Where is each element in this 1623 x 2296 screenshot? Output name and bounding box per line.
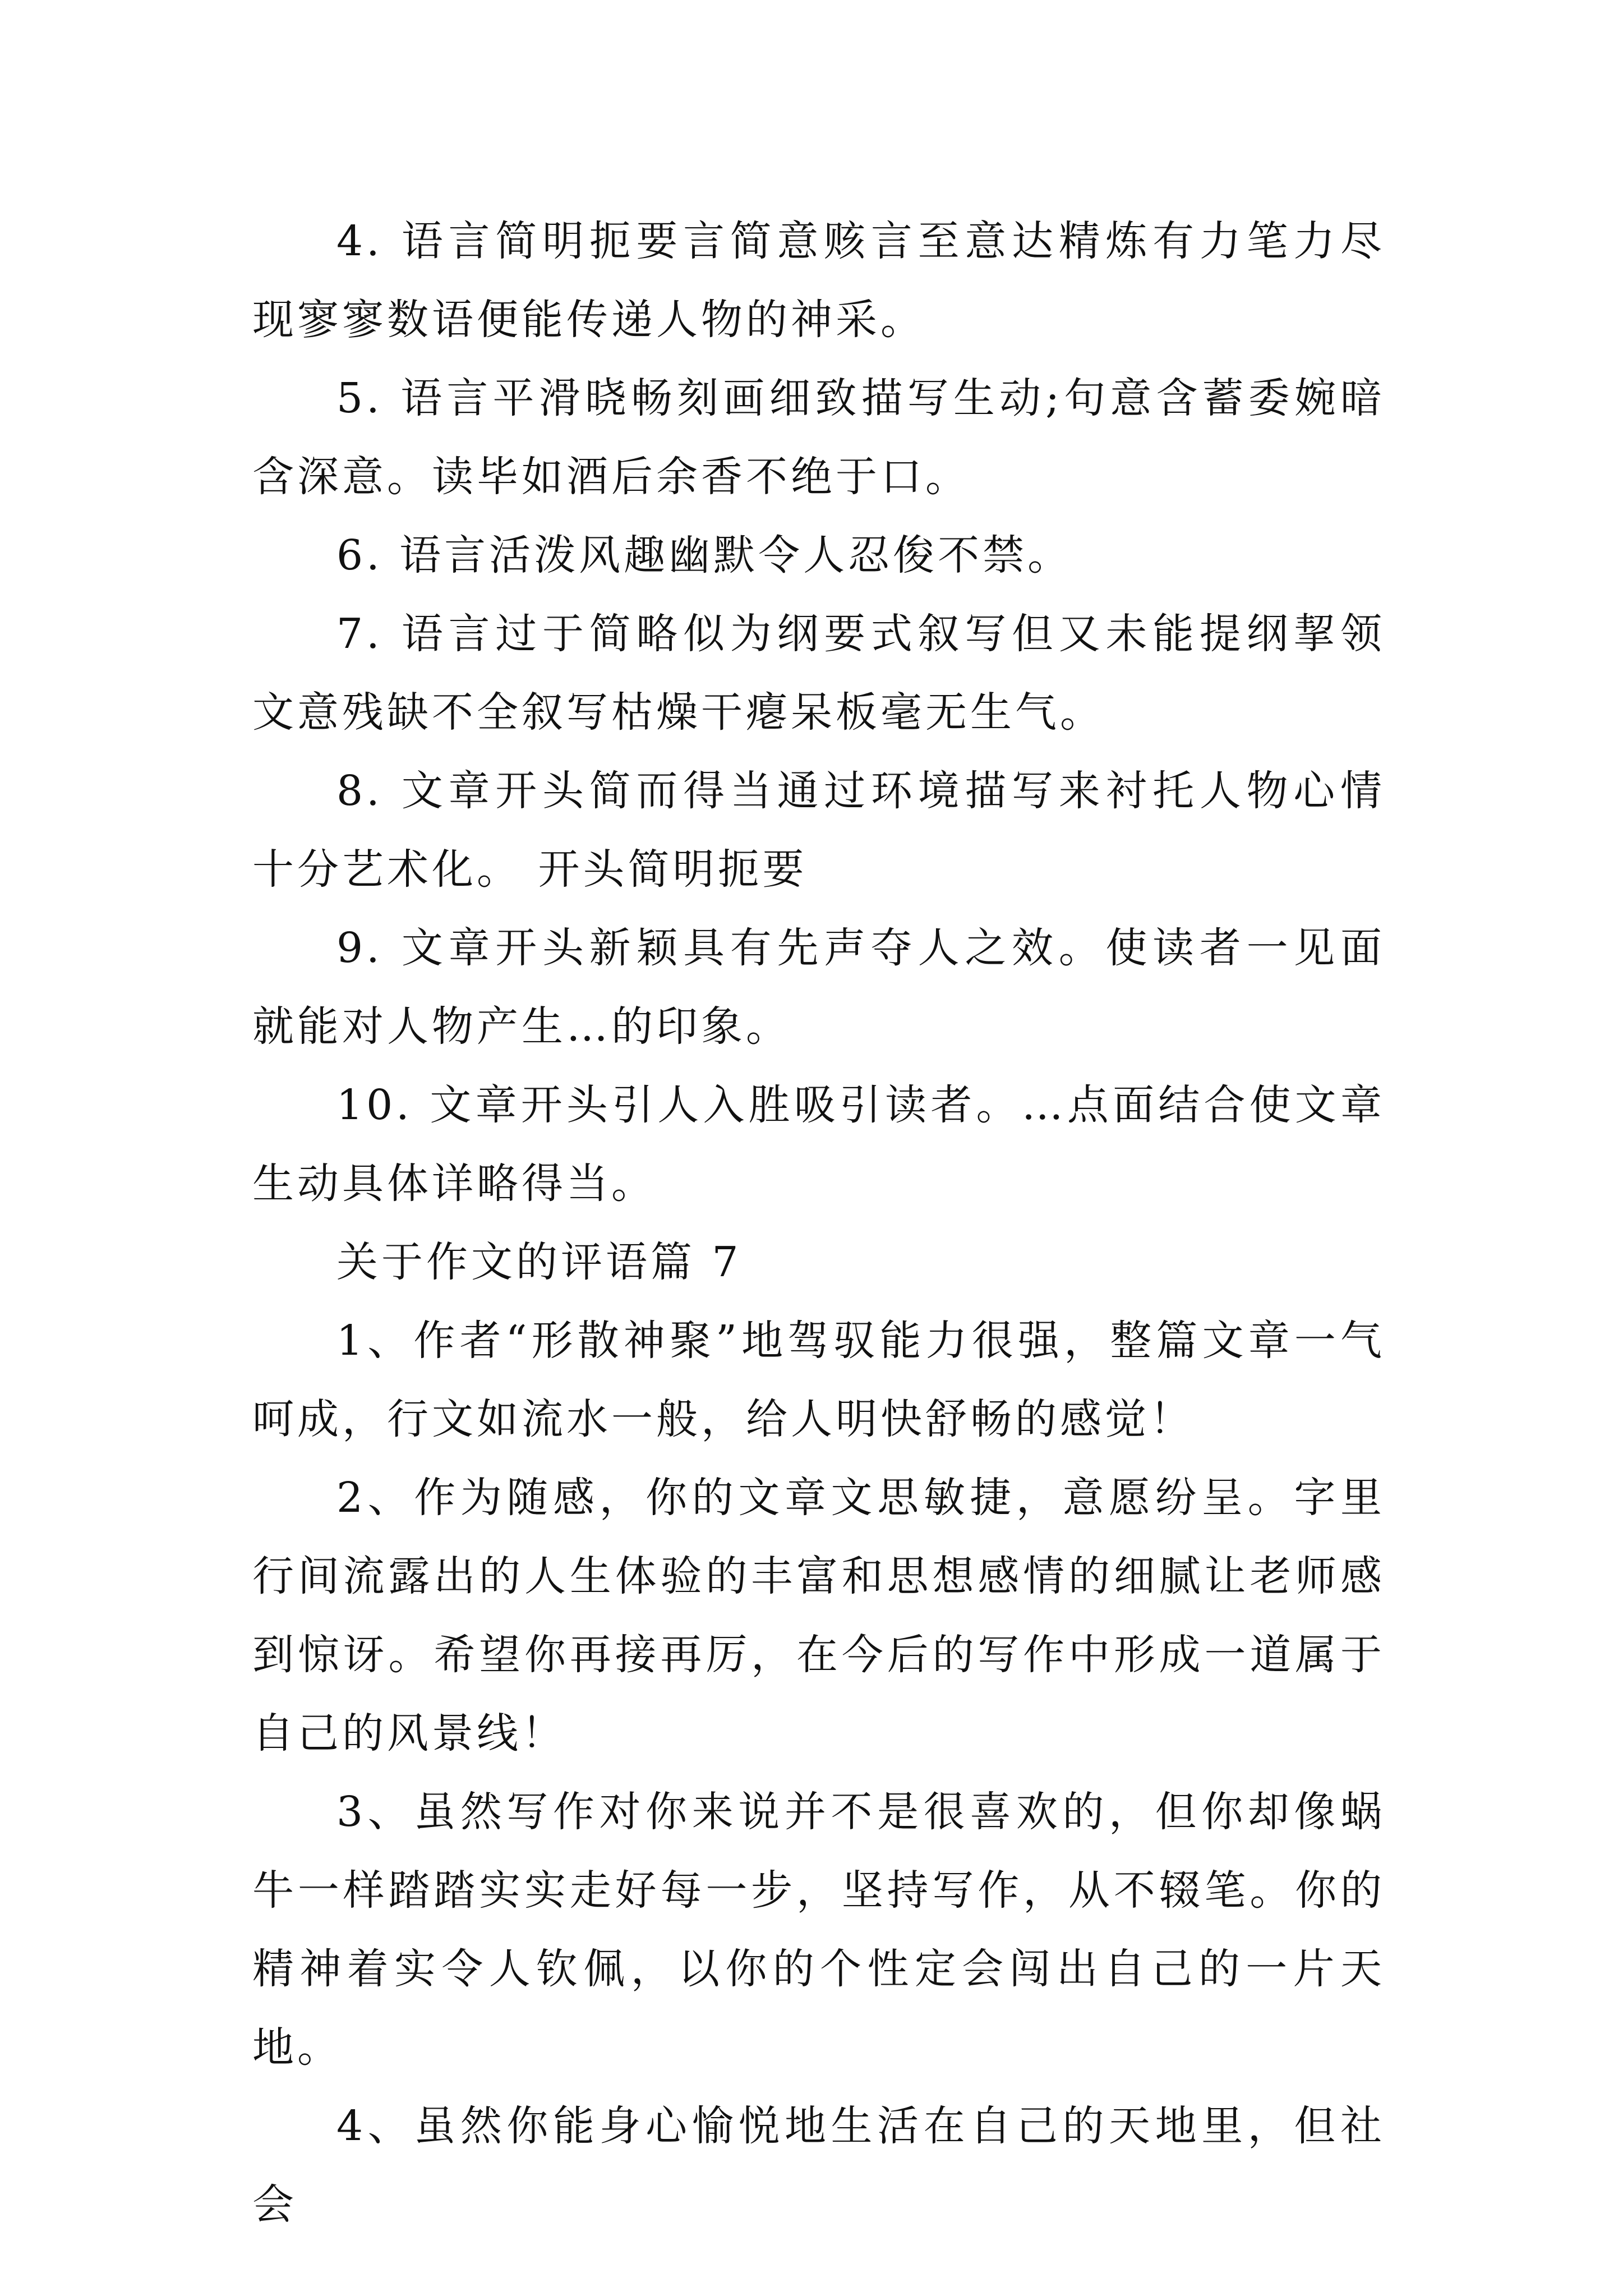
comment-1: 1、作者“形散神聚”地驾驭能力很强，整篇文章一气呵成，行文如流水一般，给人明快舒畅的感觉！ (252, 1317, 1385, 1443)
paragraph-8: 8. 文章开头简而得当通过环境描写来衬托人物心情十分艺术化。 开头简明扼要 (252, 767, 1385, 894)
comment-2: 2、作为随感，你的文章文思敏捷，意愿纷呈。字里行间流露出的人生体验的丰富和思想感情的细腻让老师感到惊讶。希望你再接再厉，在今后的写作中形成一道属于自己的风景线！ (252, 1474, 1385, 1757)
document-body (252, 202, 1385, 2244)
paragraph-6: 6. 语言活泼风趣幽默令人忍俊不禁。 (336, 531, 1073, 579)
paragraph-5: 5. 语言平滑晓畅刻画细致描写生动;句意含蓄委婉暗含深意。读毕如酒后余香不绝于口。 (252, 374, 1385, 501)
paragraph-9: 9. 文章开头新颖具有先声夺人之效。使读者一见面就能对人物产生…的印象。 (252, 924, 1385, 1051)
comment-3: 3、虽然写作对你来说并不是很喜欢的，但你却像蜗牛一样踏踏实实走好每一步，坚持写作，从不辍笔。你的精神着实令人钦佩，以你的个性定会闯出自己的一片天地。 (252, 1788, 1385, 2072)
comment-4: 4、虽然你能身心愉悦地生活在自己的天地里，但社会 (252, 2102, 1385, 2229)
paragraph-7: 7. 语言过于简略似为纲要式叙写但又未能提纲挈领文意残缺不全叙写枯燥干瘪呆板毫无生气。 (252, 610, 1385, 737)
section-heading: 关于作文的评语篇 7 (336, 1238, 742, 1286)
paragraph-4: 4. 语言简明扼要言简意赅言至意达精炼有力笔力尽现寥寥数语便能传递人物的神采。 (252, 217, 1385, 344)
paragraph-10: 10. 文章开头引人入胜吸引读者。…点面结合使文章生动具体详略得当。 (252, 1081, 1385, 1208)
